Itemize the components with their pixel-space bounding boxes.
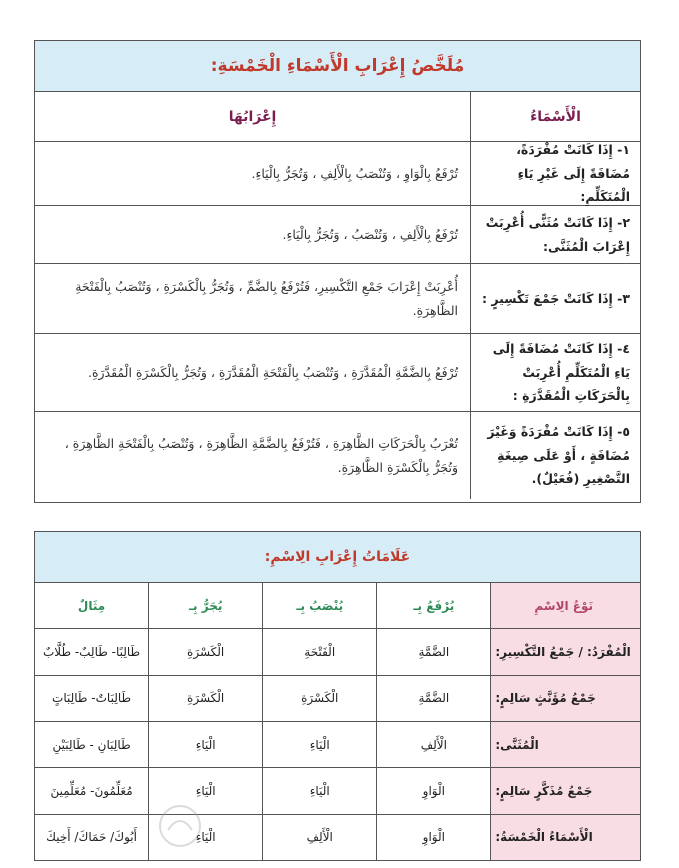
summary-row (35, 206, 640, 264)
cell-raf: الْوَاوِ (376, 768, 490, 813)
cell-raf: الضَّمَّةِ (376, 629, 490, 674)
row-name: ٤- إِذَا كَانَتْ مُضَافَةً إِلَى يَاءِ الْمُتَكَلِّمِ أُعْرِبَتْ بِالْحَرَكَاتِ الْمُقَدَّرَةِ : (470, 334, 640, 411)
cell-nasb: الْأَلِفِ (262, 815, 376, 860)
cell-type: الْمُفْرَدُ: / جَمْعُ التَّكْسِيرِ: (490, 629, 640, 674)
cell-example: أَبُوكَ/ حَمَاكَ/ أَخِيكَ (46, 830, 137, 845)
summary-row (35, 334, 640, 412)
header-raf: يُرْفَعُ بِـ (376, 583, 490, 628)
cell-raf: الْوَاوِ (376, 815, 490, 860)
row-ierab: تُرْفَعُ بِالضَّمَّةِ الْمُقَدَّرَةِ ، وَتُنْصَبُ بِالْفَتْحَةِ الْمُقَدَّرَةِ ، وَتُجَرُّ بِالْكَسْرَةِ الْمُقَدَّرَةِ. (87, 364, 458, 380)
table-row (35, 676, 640, 722)
header-nasb: يُنْصَبُ بِـ (262, 583, 376, 628)
row-name: ٥- إِذَا كَانَتْ مُفْرَدَةً وَغَيْرَ مُضَافَةٍ ، أَوْ عَلَى صِيغَةِ التَّصْغِيرِ (فُعَيْلٌ). (470, 412, 640, 499)
cell-type: جَمْعُ مُؤَنَّثٍ سَالِمٍ: (490, 676, 640, 721)
summary-row (35, 264, 640, 334)
header-ierab: إِعْرَابُهَا (228, 108, 277, 125)
cell-raf: الْأَلِفِ (376, 722, 490, 767)
cell-example: طَالِبًا- طَالِبٌ- طُلَّابٌ (43, 644, 141, 659)
table-row (35, 722, 640, 768)
cell-jarr: الْكَسْرَةِ (148, 629, 262, 674)
row-ierab: تُرْفَعُ بِالْوَاوِ ، وَتُنْصَبُ بِالْأَلِفِ ، وَتُجَرُّ بِالْيَاءِ. (251, 165, 458, 181)
row-name: ١- إِذَا كَانَتْ مُفْرَدَةً، مُضَافَةً إِلَى غَيْرِ يَاءِ الْمُتَكَلِّمِ: (470, 142, 640, 205)
cell-nasb: الْكَسْرَةِ (262, 676, 376, 721)
cell-nasb: الْيَاءِ (262, 768, 376, 813)
watermark-logo-icon (148, 800, 212, 852)
summary-row (35, 142, 640, 206)
summary-table (34, 40, 641, 503)
cell-nasb: الْفَتْحَةِ (262, 629, 376, 674)
header-jarr: يُجَرُّ بِـ (148, 583, 262, 628)
header-type: نَوْعُ الِاسْمِ (490, 583, 640, 628)
cell-jarr: الْكَسْرَةِ (148, 676, 262, 721)
cell-nasb: الْيَاءِ (262, 722, 376, 767)
markers-title: عَلَامَاتُ إِعْرَابِ الِاسْمِ: (35, 532, 640, 583)
cell-type: الْأَسْمَاءُ الْخَمْسَةُ: (490, 815, 640, 860)
markers-table (34, 531, 641, 861)
row-ierab: تُعْرَبُ بِالْحَرَكَاتِ الظَّاهِرَةِ ، فَتُرْفَعُ بِالضَّمَّةِ الظَّاهِرَةِ ، وَتُنْصَبُ بِالْفَتْحَةِ الظَّاهِرَةِ ، وَتُجَرُّ بِالْكَسْرَةِ الظَّاهِرَةِ. (64, 435, 458, 475)
table-row (35, 768, 640, 814)
row-ierab: تُرْفَعُ بِالْأَلِفِ ، وَتُنْصَبُ ، وَتُجَرُّ بِالْيَاءِ. (282, 226, 458, 242)
cell-raf: الضَّمَّةِ (376, 676, 490, 721)
cell-jarr: الْيَاءِ (148, 815, 262, 860)
cell-jarr: الْيَاءِ (148, 768, 262, 813)
row-name: ٣- إِذَا كَانَتْ جَمْعَ تَكْسِيرٍ : (470, 264, 640, 333)
cell-example: مُعَلِّمُونَ- مُعَلِّمِينَ (50, 783, 133, 798)
row-name: ٢- إِذَا كَانَتْ مُثَنًّى أُعْرِبَتْ إِعْرَابَ الْمُثَنَّى: (470, 206, 640, 263)
table-row (35, 629, 640, 675)
summary-title: مُلَخَّصُ إِعْرَابِ الْأَسْمَاءِ الْخَمْسَةِ: (35, 41, 640, 92)
header-names: الْأَسْمَاءُ (470, 92, 640, 141)
markers-header-row (35, 583, 640, 629)
summary-row (35, 412, 640, 499)
cell-type: جَمْعُ مُذَكَّرٍ سَالِمٍ: (490, 768, 640, 813)
cell-example: طَالِبَاتٌ- طَالِبَاتٍ (52, 691, 132, 706)
table-row (35, 815, 640, 860)
header-example: مِثَالٌ (77, 598, 106, 613)
cell-type: الْمُثَنَّى: (490, 722, 640, 767)
cell-example: طَالِبَانِ - طَالِبَيْنِ (52, 737, 131, 752)
markers-grid (35, 583, 640, 860)
cell-jarr: الْيَاءِ (148, 722, 262, 767)
summary-header-row (35, 92, 640, 142)
row-ierab: أُعْرِبَتْ إِعْرَابَ جَمْعِ التَّكْسِيرِ، فَتُرْفَعُ بِالضَّمِّ ، وَتُجَرُّ بِالْكَسْرَةِ ، وَتُنْصَبُ بِالْفَتْحَةِ الظَّاهِرَةِ. (75, 278, 458, 318)
